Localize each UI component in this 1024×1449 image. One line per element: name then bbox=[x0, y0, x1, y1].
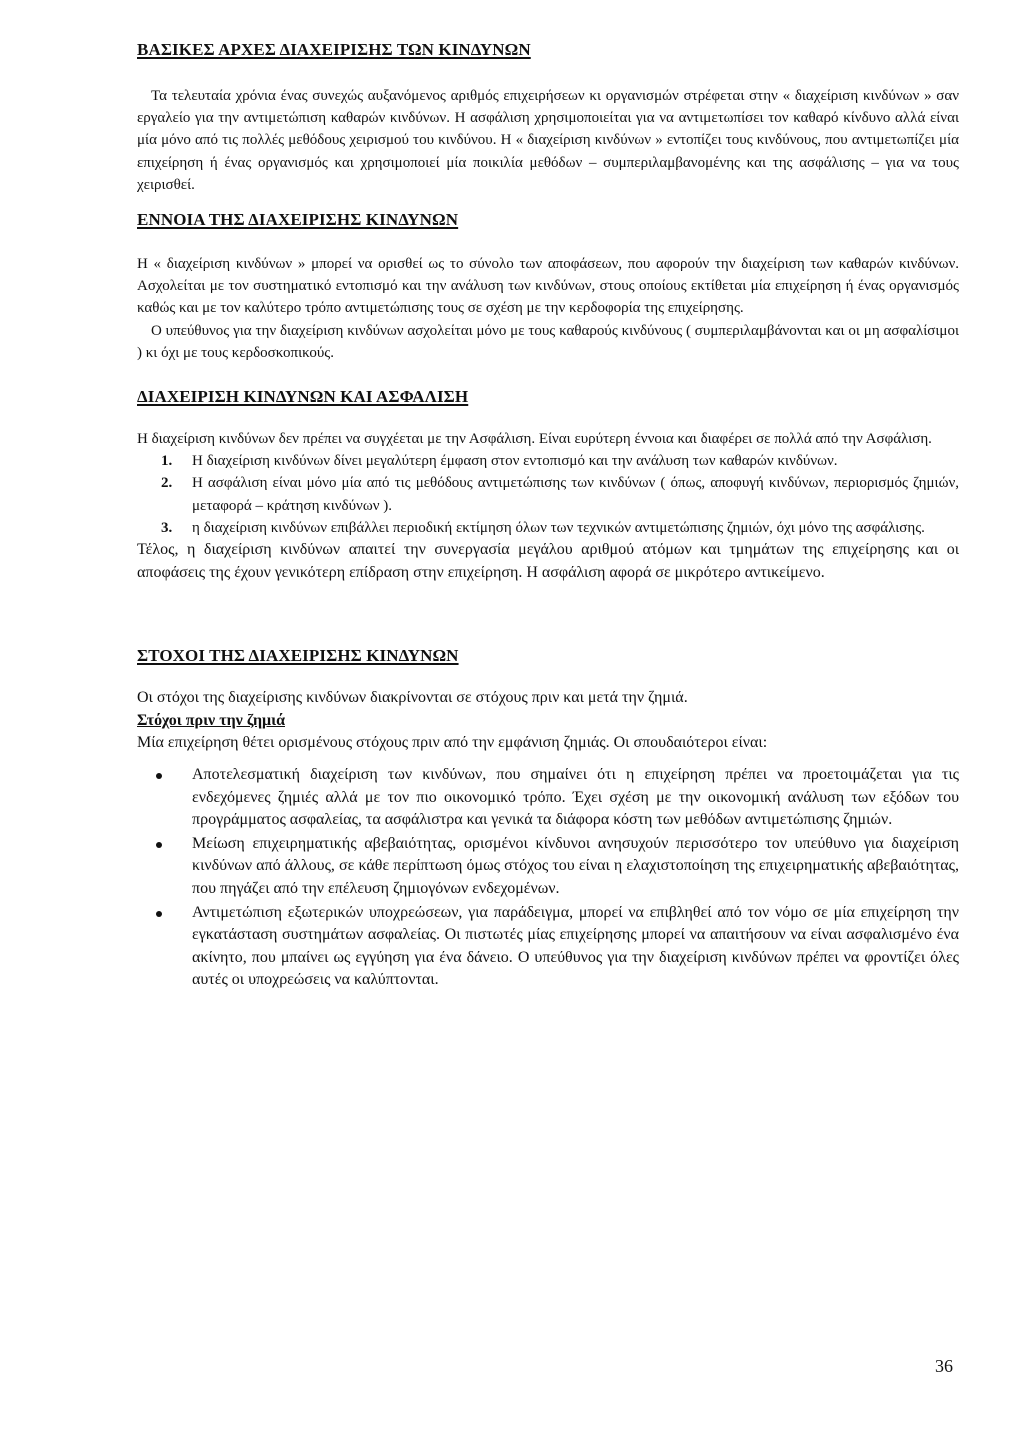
list-item-text: Η διαχείριση κινδύνων δίνει μεγαλύτερη έμφαση στον εντοπισμό και την ανάλυση των καθαρών κινδύνων. bbox=[192, 453, 838, 470]
list-item-text: η διαχείριση κινδύνων επιβάλλει περιοδική εκτίμηση όλων των τεχνικών αντιμετώπισης ζημιών, όχι μόνο της ασφάλισης. bbox=[192, 519, 925, 536]
list-item bbox=[137, 902, 959, 992]
list-item-number: 2. bbox=[161, 475, 173, 492]
bullet-icon bbox=[156, 842, 162, 848]
paragraph-concept-responsible: Ο υπεύθυνος για την διαχείριση κινδύνων ασχολείται μόνο με τους καθαρούς κινδύνους ( συμπεριλαμβάνονται και οι μη ασφαλίσιμοι ) κι όχι με τους κερδοσκοπικούς. bbox=[137, 322, 959, 361]
list-item-text: Μείωση επιχειρηματικής αβεβαιότητας, ορισμένοι κίνδυνοι ανησυχούν περισσότερο τον υπεύθυνο για διαχείριση κινδύνων από άλλους, σε κάθε περίπτωση όμως στόχος του είναι η ελαχιστοποίηση της επιχειρηματικής αβεβαιότητας, που πηγάζει από την επέλευση ζημιογόνων ενδεχομένων. bbox=[192, 834, 959, 897]
list-item-number: 1. bbox=[161, 453, 173, 470]
bullet-list bbox=[137, 764, 959, 992]
list-item bbox=[137, 472, 959, 516]
list-item-number: 3. bbox=[161, 519, 173, 536]
section-heading-concept: ΕΝΝΟΙΑ ΤΗΣ ΔΙΑΧΕΙΡΙΣΗΣ ΚΙΝΔΥΝΩΝ bbox=[137, 210, 459, 230]
paragraph-risk-insurance-closing: Τέλος, η διαχείριση κινδύνων απαιτεί την συνεργασία μεγάλου αριθμού ατόμων και τμημάτων της επιχείρησης και οι αποφάσεις της έχουν γενικότερη επίδραση στην επιχείρηση. Η ασφάλιση αφορά σε μικρότερο αντικείμενο. bbox=[137, 541, 959, 581]
page-number: 36 bbox=[935, 1356, 953, 1376]
paragraph-basic-principles: Τα τελευταία χρόνια ένας συνεχώς αυξανόμενος αριθμός επιχειρήσεων κι οργανισμών στρέφεται στην « διαχείριση κινδύνων » σαν εργαλείο για την αντιμετώπιση καθαρών κινδύνων. Η ασφάλιση χρησιμοποιείται για να αντιμετωπίσει τον καθαρό κίνδυνο αλλά είναι μία μόνο από τις πολλές μεθόδους χειρισμού του κινδύνου. Η « διαχείριση κινδύνων » εντοπίζει τους κινδύνους, που αντιμετωπίζει μία επιχείρηση ή ένας οργανισμός και χρησιμοποιεί μία ποικιλία μεθόδων – συμπεριλαμβανομένης και της ασφάλισης – για να τους χειρισθεί. bbox=[137, 88, 959, 193]
paragraph-pre-loss-intro: Μία επιχείρηση θέτει ορισμένους στόχους πριν από την εμφάνιση ζημιάς. Οι σπουδαιότεροι είναι: bbox=[137, 734, 768, 752]
list-item bbox=[137, 450, 959, 472]
paragraph-concept-definition: Η « διαχείριση κινδύνων » μπορεί να ορισθεί ως το σύνολο των αποφάσεων, που αφορούν την διαχείριση των καθαρών κινδύνων. Ασχολείται με τον συστηματικό εντοπισμό και την ανάλυση των κινδύνων, στους οποίους εκτίθεται μία επιχείρηση ή ένας οργανισμός καθώς και με τον καλύτερο τρόπο αντιμετώπισης τους σε σχέση με την κερδοφορία της επιχείρησης. bbox=[137, 256, 959, 317]
paragraph-risk-insurance-intro: Η διαχείριση κινδύνων δεν πρέπει να συγχέεται με την Ασφάλιση. Είναι ευρύτερη έννοια και διαφέρει σε πολλά από την Ασφάλιση. bbox=[137, 431, 932, 448]
bullet-icon bbox=[156, 773, 162, 779]
subheading-wrapper bbox=[137, 710, 959, 733]
section-heading-objectives: ΣΤΟΧΟΙ ΤΗΣ ΔΙΑΧΕΙΡΙΣΗΣ ΚΙΝΔΥΝΩΝ bbox=[137, 646, 459, 666]
subheading-pre-loss-objectives: Στόχοι πριν την ζημιά bbox=[137, 711, 286, 729]
section-heading-basic-principles: ΒΑΣΙΚΕΣ ΑΡΧΕΣ ΔΙΑΧΕΙΡΙΣΗΣ ΤΩΝ ΚΙΝΔΥΝΩΝ bbox=[137, 40, 531, 59]
list-item-text: Αποτελεσματική διαχείριση των κινδύνων, που σημαίνει ότι η επιχείρηση πρέπει να προετοιμάζεται για τις ενδεχόμενες ζημιές αλλά με τον πιο οικονομικό τρόπο. Έχει σχέση με την οικονομική ανάλυση των εξόδων του προγράμματος ασφαλείας, τα ασφάλιστρα και γενικά τα διάφορα κόστη των μεθόδων αντιμετώπισης ζημιών. bbox=[192, 766, 959, 829]
list-item bbox=[137, 764, 959, 832]
document-page bbox=[137, 38, 959, 993]
list-item-text: Η ασφάλιση είναι μόνο μία από τις μεθόδους αντιμετώπισης των κινδύνων ( όπως, αποφυγή κινδύνων, περιορισμός ζημιών, μεταφορά – κράτηση κινδύνων ). bbox=[192, 475, 959, 514]
list-item-text: Αντιμετώπιση εξωτερικών υποχρεώσεων, για παράδειγμα, μπορεί να επιβληθεί από τον νόμο σε μία επιχείρηση την εγκατάσταση συστημάτων ασφαλείας. Οι πιστωτές μίας επιχείρησης μπορεί να απαιτήσουν να είναι ασφαλισμένο ένα ακίνητο, που μπαίνει ως εγγύηση για ένα δάνειο. Ο υπεύθυνος για την διαχείριση κινδύνων πρέπει να φροντίζει όλες αυτές οι υποχρεώσεις να καλύπτονται. bbox=[192, 903, 959, 989]
paragraph-objectives-intro: Οι στόχοι της διαχείρισης κινδύνων διακρίνονται σε στόχους πριν και μετά την ζημιά. bbox=[137, 689, 688, 707]
numbered-list bbox=[137, 450, 959, 539]
section-heading-risk-and-insurance: ΔΙΑΧΕΙΡΙΣΗ ΚΙΝΔΥΝΩΝ ΚΑΙ ΑΣΦΑΛΙΣΗ bbox=[137, 387, 469, 407]
bullet-icon bbox=[156, 911, 162, 917]
list-item bbox=[137, 517, 959, 539]
list-item bbox=[137, 833, 959, 901]
